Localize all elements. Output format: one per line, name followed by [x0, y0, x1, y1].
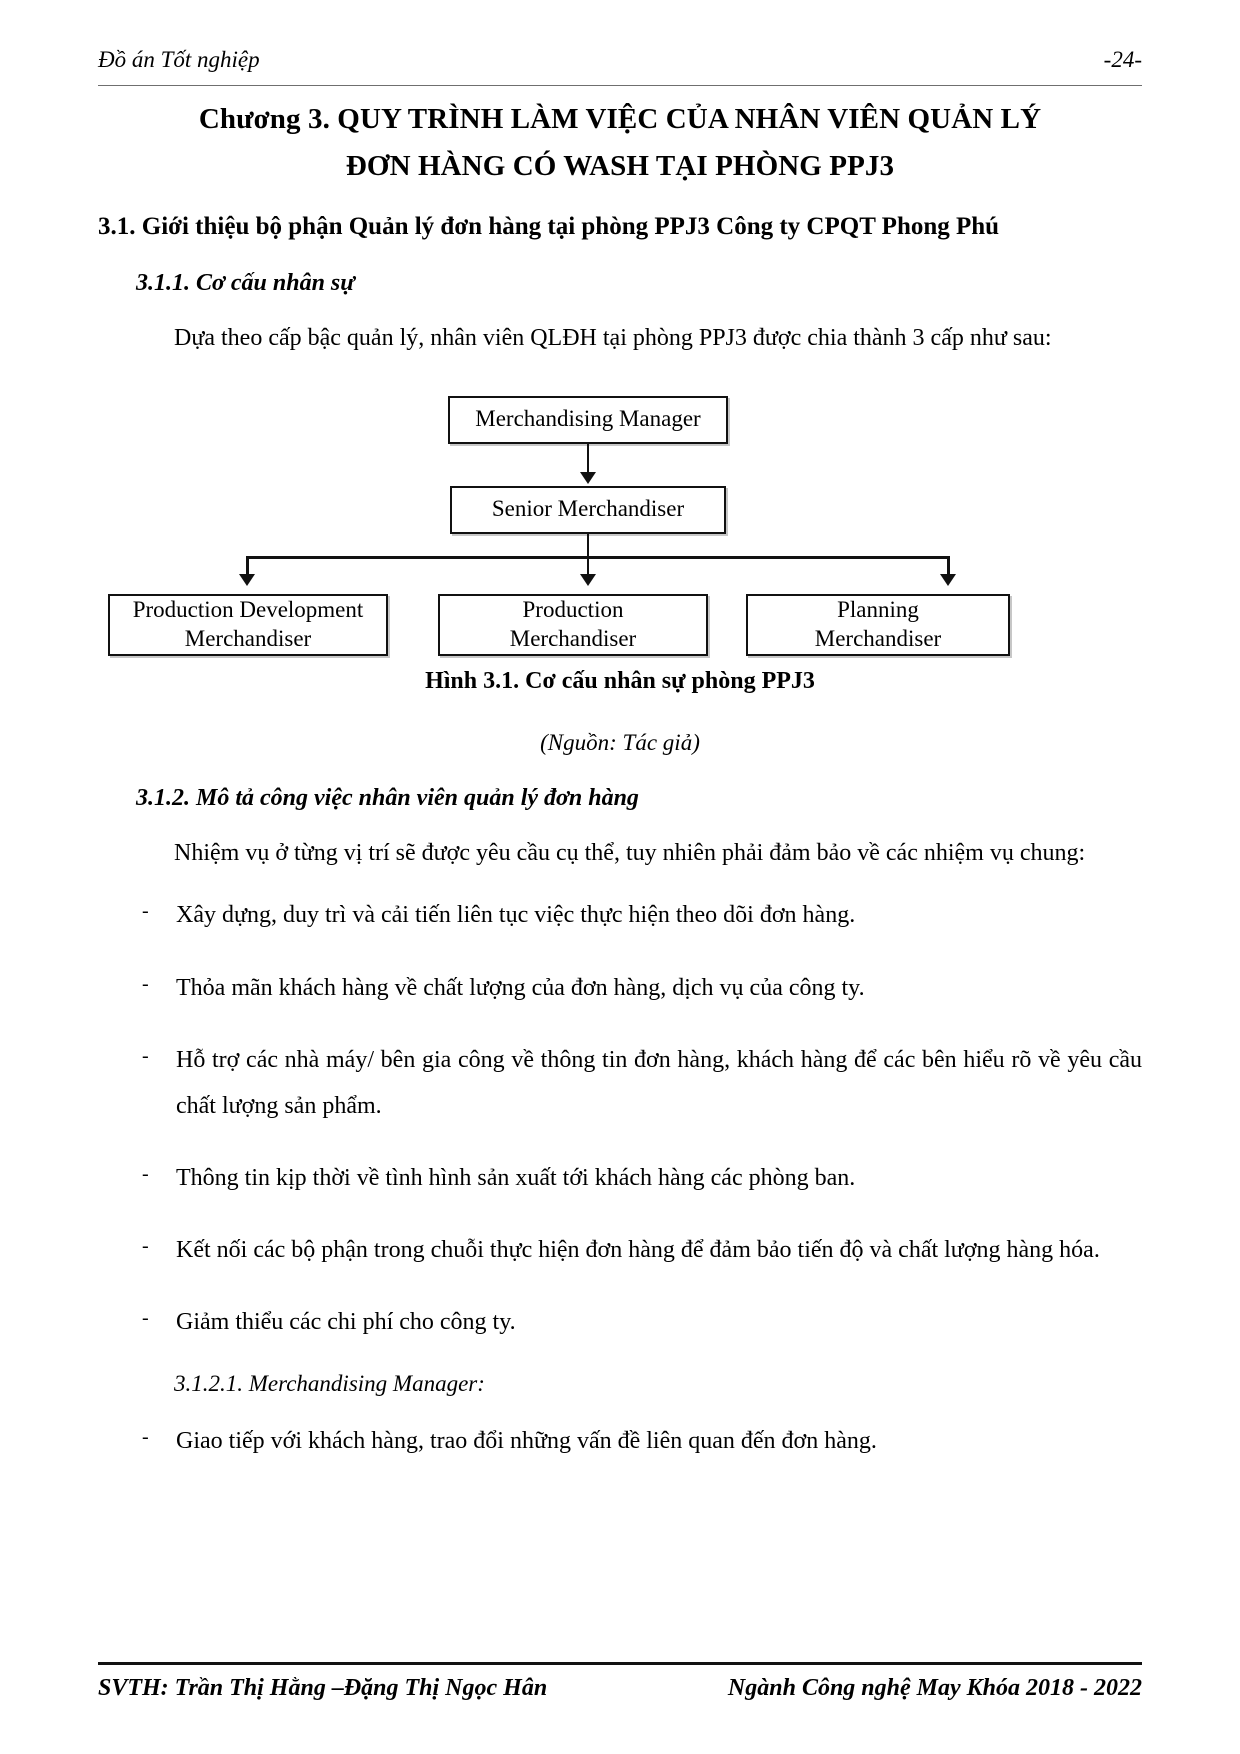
paragraph-3-1-2: Nhiệm vụ ở từng vị trí sẽ được yêu cầu cụ thể, tuy nhiên phải đảm bảo về các nhiệm vụ chung:: [174, 840, 1086, 867]
list-item-text: Giảm thiểu các chi phí cho công ty.: [176, 1308, 516, 1335]
list-item: [98, 1155, 1142, 1201]
arrowhead-planning: [940, 574, 956, 586]
list-item: [98, 892, 1142, 938]
org-node-label-line-1: Production: [522, 597, 624, 622]
connector-drop-right: [947, 556, 950, 576]
connector-mm-to-sm: [587, 444, 589, 474]
org-node-label: [510, 596, 636, 653]
list-item: [98, 1299, 1142, 1345]
manager-duties-list: [98, 1418, 1142, 1464]
list-item-text: Kết nối các bộ phận trong chuỗi thực hiện đơn hàng để đảm bảo tiến độ và chất lượng hàng hóa.: [176, 1236, 1100, 1263]
connector-drop-left: [246, 556, 249, 576]
list-bullet-marker: -: [142, 1234, 149, 1257]
org-node-label: Senior Merchandiser: [491, 496, 685, 522]
list-item: [98, 1037, 1142, 1129]
org-node-label-line-1: Production Development: [132, 597, 364, 622]
list-item-text: Thỏa mãn khách hàng về chất lượng của đơn hàng, dịch vụ của công ty.: [176, 974, 865, 1001]
chapter-title-line-1: Chương 3. QUY TRÌNH LÀM VIỆC CỦA NHÂN VIÊN QUẢN LÝ: [198, 103, 1042, 135]
arrowhead-production-development: [239, 574, 255, 586]
org-node-merchandising-manager: [448, 396, 728, 444]
paragraph-3-1-1: Dựa theo cấp bậc quản lý, nhân viên QLĐH tại phòng PPJ3 được chia thành 3 cấp như sau:: [174, 325, 1052, 352]
list-bullet-marker: -: [142, 972, 149, 995]
org-node-planning-merchandiser: [746, 594, 1010, 656]
connector-drop-middle: [587, 556, 589, 576]
org-node-production-development-merchandiser: [108, 594, 388, 656]
header-page-number: -24-: [1103, 47, 1142, 72]
section-heading-3-1: 3.1. Giới thiệu bộ phận Quản lý đơn hàng tại phòng PPJ3 Công ty CPQT Phong Phú: [98, 212, 1000, 240]
figure-source-note: (Nguồn: Tác giả): [540, 729, 700, 755]
list-bullet-marker: -: [142, 900, 149, 923]
list-item: [98, 965, 1142, 1011]
connector-horizontal-bus: [246, 556, 950, 559]
footer-author-names: SVTH: Trần Thị Hằng –Đặng Thị Ngọc Hân: [98, 1675, 548, 1701]
page-content: [98, 96, 1142, 1464]
org-node-label: Merchandising Manager: [475, 406, 701, 432]
list-item-text: Xây dựng, duy trì và cải tiến liên tục việc thực hiện theo dõi đơn hàng.: [176, 902, 856, 929]
chapter-title: [98, 96, 1142, 190]
org-node-label-line-2: Merchandiser: [184, 625, 312, 651]
list-bullet-marker: -: [142, 1425, 149, 1448]
footer-divider: [98, 1662, 1142, 1665]
list-item-text: Giao tiếp với khách hàng, trao đổi những vấn đề liên quan đến đơn hàng.: [176, 1427, 877, 1454]
org-node-production-merchandiser: [438, 594, 708, 656]
org-chart-figure: [98, 386, 1142, 658]
org-node-label-line-1: Planning: [837, 597, 919, 622]
arrowhead-sm: [580, 472, 596, 484]
list-bullet-marker: -: [142, 1044, 149, 1067]
org-node-label-line-2: Merchandiser: [814, 625, 942, 651]
arrowhead-production: [580, 574, 596, 586]
running-header: [98, 46, 1142, 74]
footer-program-name: Ngành Công nghệ May Khóa 2018 - 2022: [727, 1675, 1142, 1701]
list-item: [98, 1227, 1142, 1273]
org-node-label: [133, 596, 364, 653]
org-node-label-line-2: Merchandiser: [509, 625, 637, 651]
duties-list: [98, 892, 1142, 1345]
chapter-title-line-2: ĐƠN HÀNG CÓ WASH TẠI PHÒNG PPJ3: [345, 149, 895, 182]
org-node-senior-merchandiser: [450, 486, 726, 534]
section-heading-3-1-2: 3.1.2. Mô tả công việc nhân viên quản lý đơn hàng: [136, 785, 639, 812]
list-item: [98, 1418, 1142, 1464]
header-document-title: Đồ án Tốt nghiệp: [98, 47, 260, 72]
org-node-label: [815, 596, 941, 653]
section-heading-3-1-2-1: 3.1.2.1. Merchandising Manager:: [174, 1371, 485, 1397]
list-bullet-marker: -: [142, 1162, 149, 1185]
list-bullet-marker: -: [142, 1306, 149, 1329]
list-item-text: Hỗ trợ các nhà máy/ bên gia công về thông tin đơn hàng, khách hàng để các bên hiểu rõ về yêu cầu chất lượng sản phẩm.: [176, 1046, 1142, 1119]
running-footer: [98, 1672, 1142, 1706]
header-divider: [98, 85, 1142, 86]
figure-caption: Hình 3.1. Cơ cấu nhân sự phòng PPJ3: [425, 667, 815, 694]
section-heading-3-1-1: 3.1.1. Cơ cấu nhân sự: [136, 270, 355, 297]
connector-sm-to-bus: [587, 534, 589, 558]
list-item-text: Thông tin kịp thời về tình hình sản xuất tới khách hàng các phòng ban.: [176, 1164, 856, 1191]
